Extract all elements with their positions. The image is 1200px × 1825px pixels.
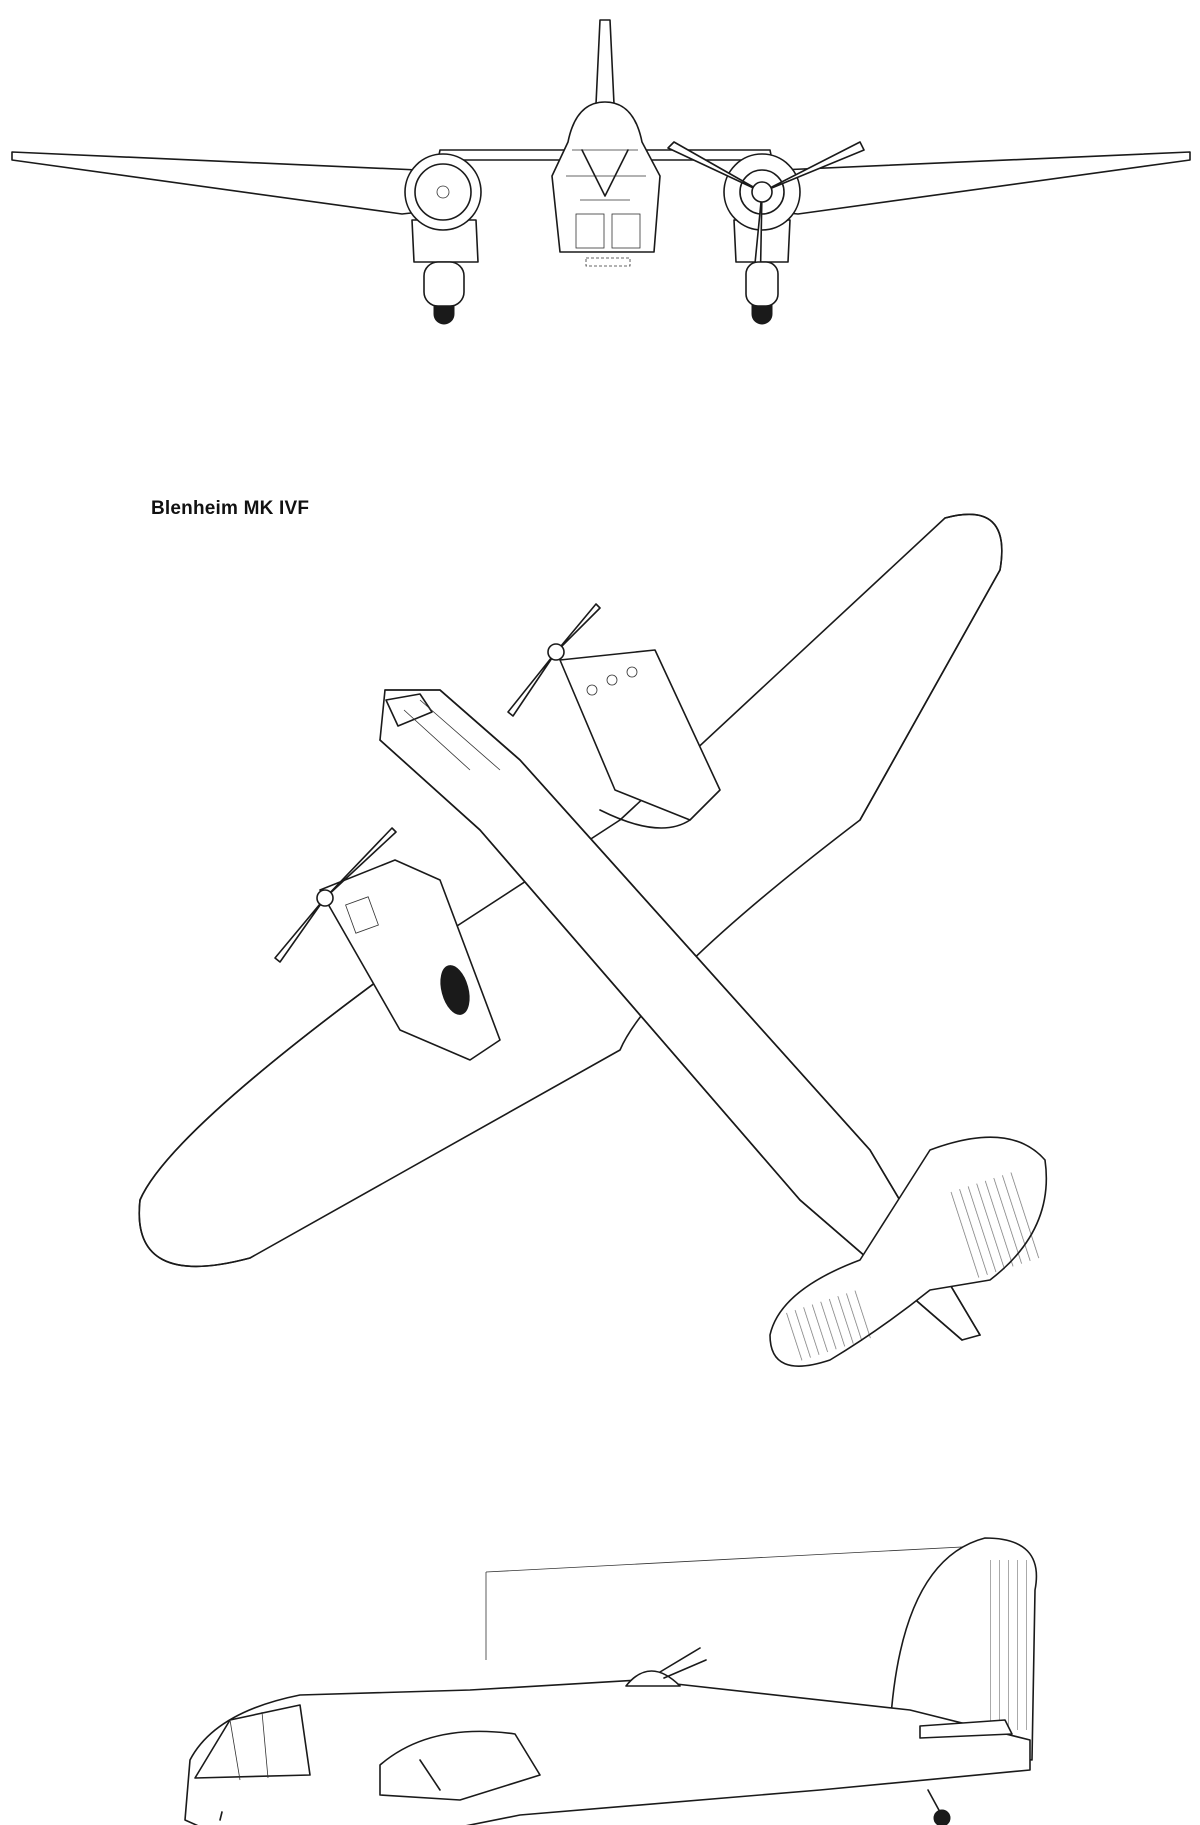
propeller-blade [275, 898, 325, 962]
front-view-left-engine [405, 154, 481, 324]
propeller-blade [508, 652, 556, 716]
front-view-right-wing [778, 152, 1190, 214]
top-view [139, 514, 1046, 1366]
front-view-fin [596, 20, 614, 104]
propeller-blade [556, 604, 600, 652]
front-view-fuselage [552, 102, 660, 252]
side-view [185, 1538, 1036, 1825]
drawing-title: Blenheim MK IVF [151, 498, 310, 519]
side-view-turret [626, 1671, 680, 1686]
front-view-left-wing [12, 152, 420, 214]
front-view [12, 20, 1190, 324]
side-view-tailwheel [934, 1810, 950, 1825]
